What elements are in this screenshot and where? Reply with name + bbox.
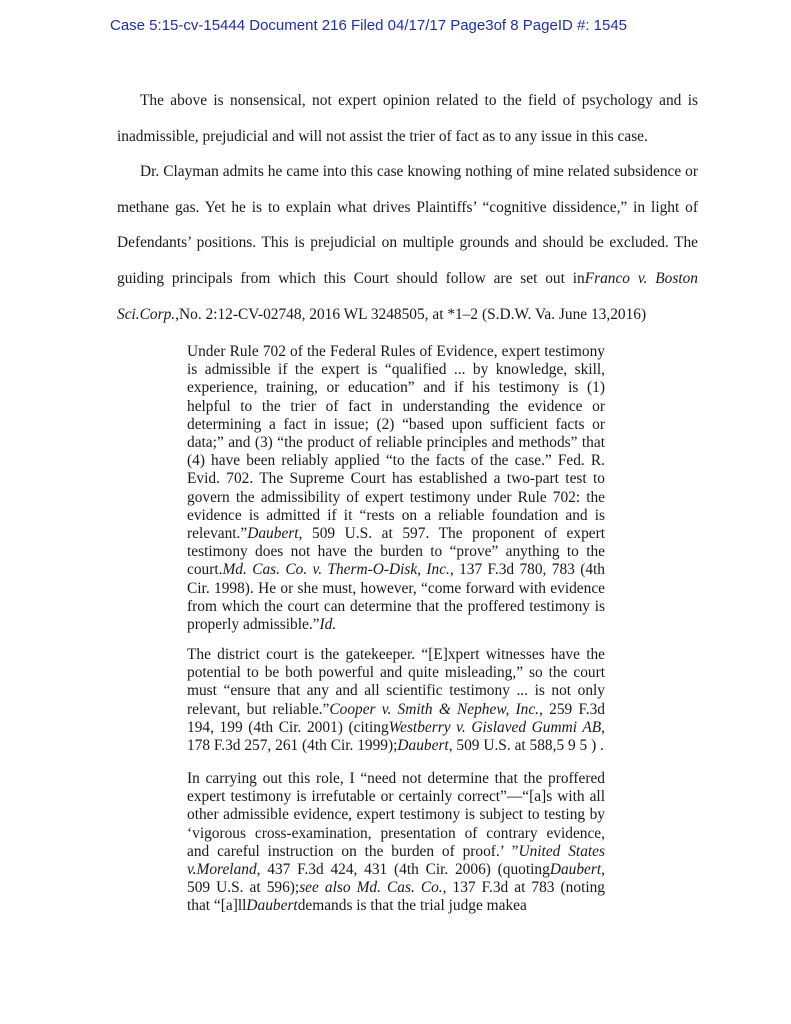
- q3-text-5: demands is that the trial judge makea: [297, 897, 527, 915]
- q3-daubert-citation-2: Daubert: [246, 897, 298, 915]
- q2-text-2: , 259 F.3d 194, 199 (4th Cir. 2001) (citing: [187, 700, 606, 736]
- q3-text-3: , 509 U.S. at 596);: [187, 861, 605, 897]
- q3-text-4: , 137 F.3d at 783 (noting that “[a]ll: [187, 879, 606, 915]
- case-header-page-number: 3: [485, 17, 494, 34]
- q1-daubert-citation: Daubert,: [247, 525, 303, 543]
- q1-mdcas-citation: Md. Cas. Co. v. Therm-O-Disk, Inc.: [222, 561, 450, 579]
- q3-daubert-citation: Daubert: [549, 861, 602, 879]
- q1-text-3: , 137 F.3d 780, 783 (4th Cir. 1998). He or she must, however, “come forward with evidence from which the court can determine that the proffered testimony is properly admissible.”: [187, 561, 605, 634]
- q2-westberry-citation: Westberry v. Gislaved Gummi AB: [388, 718, 602, 736]
- q1-id-citation: Id.: [319, 616, 337, 634]
- q2-text-1: The district court is the gatekeeper. “[E]xpert witnesses have the potential to be both powerful and quite misleading,” so the court must “ensure that any and all scientific testimony ... is not only relevant, but reliable.”: [187, 646, 605, 718]
- q3-text-2: , 437 F.3d 424, 431 (4th Cir. 2006) (quoting: [256, 861, 550, 879]
- body-paragraph-2: [117, 154, 698, 333]
- block-quote-1: [187, 343, 605, 634]
- q3-see-also-citation: see also Md. Cas. Co.: [299, 879, 443, 897]
- block-quote-2: [187, 646, 605, 755]
- p2-text-1: Dr. Clayman admits he came into this case knowing nothing of mine related subsidence or methane gas. Yet he is to explain what drives Plaintiffs’ “cognitive dissidence,” in light of Defendants’ positions. This is prejudicial on multiple grounds and should be excluded. The guiding principals from which this Court should follow are set out in: [117, 163, 698, 288]
- q2-daubert-citation: Daubert: [397, 737, 449, 755]
- q2-cooper-citation: Cooper v. Smith & Nephew, Inc.: [329, 700, 540, 718]
- p2-case-citation: Franco v. Boston Sci.Corp.: [117, 270, 698, 323]
- q3-us-moreland-citation: United States v.Moreland: [187, 842, 605, 879]
- q3-text-1: In carrying out this role, I “need not determine that the proffered expert testimony is irrefutable or certainly correct”—“[a]s with all other admissible evidence, expert testimony is subject to testing by ‘vigorous cross-examination, presentation of contrary evidence, and careful instruction on the burden of proof.’ ”: [187, 770, 605, 860]
- body-paragraph-1: The above is nonsensical, not expert opinion related to the field of psychology and is inadmissible, prejudicial and will not assist the trier of fact as to any issue in this case.: [117, 92, 698, 145]
- q1-text-2: 509 U.S. at 597. The proponent of expert testimony does not have the burden to “prove” anything to the court.: [187, 525, 605, 579]
- case-header-prefix: Case 5:15-cv-15444 Document 216 Filed 04/17/17 Page: [110, 17, 486, 34]
- q2-text-3: , 178 F.3d 257, 261 (4th Cir. 1999);: [187, 718, 605, 755]
- p2-text-2: ,No. 2:12-CV-02748, 2016 WL 3248505, at *1–2 (S.D.W. Va. June 13,2016): [175, 305, 647, 323]
- case-header-suffix: of 8 PageID #: 1545: [493, 17, 628, 34]
- q2-text-4: , 509 U.S. at 588,5 9 5 ) .: [448, 737, 604, 755]
- q1-text-1: Under Rule 702 of the Federal Rules of Evidence, expert testimony is admissible if the expert is “qualified ... by knowledge, skill, experience, training, or education” and if his testimony is (1) helpful to the trier of fact in understanding the evidence or determining a fact in issue; (2) “based upon sufficient facts or data;” and (3) “the product of reliable principles and methods” that (4) have been reliably applied “to the facts of the case.” Fed. R. Evid. 702. The Supreme Court has established a two-part test to govern the admissibility of expert testimony under Rule 702: the evidence is admitted if it “rests on a reliable foundation and is relevant.”: [187, 343, 605, 543]
- case-header: [110, 17, 627, 34]
- block-quote-3: [187, 770, 605, 916]
